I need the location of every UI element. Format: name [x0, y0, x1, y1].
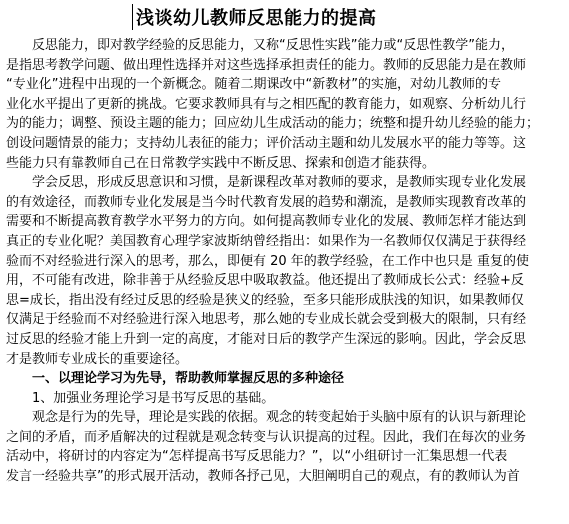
text-line: 是指思考教学问题、做出理性选择并对这些选择承担责任的能力。教师的反思能力是在教师: [6, 57, 527, 73]
section-heading: 一、以理论学习为先导，帮助教师掌握反思的多种途径: [32, 371, 345, 387]
text-line: 1、加强业务理论学习是书写反思的基础。: [32, 390, 275, 406]
text-line: 之间的矛盾，而矛盾解决的过程就是观念转变与认识提高的过程。因此，我们在每次的业务: [6, 429, 527, 445]
text-cursor: [132, 4, 133, 30]
document-title[interactable]: 浅谈幼儿教师反思能力的提高: [136, 8, 377, 29]
text-line: 发言一经验共享”的形式展开活动，教师各抒己见，大胆阐明自己的观点，有的教师认为首: [6, 469, 520, 485]
text-line: 观念是行为的先导，理论是实践的依据。观念的转变起始于头脑中原有的认识与新理论: [32, 410, 527, 426]
text-line: 些能力只有靠教师自己在日常教学实践中不断反思、探索和创造才能获得。: [6, 155, 436, 171]
text-line: 的有效途径，而教师专业化发展是当今时代教育发展的趋势和潮流，是教师实现教育改革的: [6, 194, 527, 210]
text-line: 用，不可能有改进，除非善于从经验反思中吸取教益。他还提出了教师成长公式：经验+反: [6, 273, 524, 289]
text-line: 过反思的经验才能上升到一定的高度，才能对日后的教学产生深远的影响。因此，学会反思: [6, 331, 527, 347]
text-line: 才是教师专业成长的重要途径。: [6, 351, 189, 367]
text-line: 仅满足于经验而不对经验进行深入地思考，那么她的专业成长就会受到极大的限制，只有经: [6, 312, 527, 328]
text-line: 为的能力；调整、预设主题的能力；回应幼儿生成活动的能力；统整和提升幼儿经验的能力；: [6, 116, 540, 132]
text-line: 需要和不断提高教育教学水平努力的方向。如何提高教师专业化的发展、教师怎样才能达到: [6, 214, 527, 230]
text-line: 业化水平提出了更新的挑战。它要求教师具有与之相匹配的教育能力，如观察、分析幼儿行: [6, 96, 527, 112]
text-line: 活动中，将研讨的内容定为“怎样提高书写反思能力？”，以“小组研讨一汇集思想一代表: [6, 449, 508, 465]
text-line: 思=成长，指出没有经过反思的经验是狭义的经验，至多只能形成肤浅的知识，如果教师仅: [6, 292, 524, 308]
text-line: 创设问题情景的能力；支持幼儿表征的能力；评价活动主题和幼儿发展水平的能力等等。这: [6, 135, 527, 151]
text-line: 学会反思，形成反思意识和习惯，是新课程改革对教师的要求，是教师实现专业化发展: [32, 175, 527, 191]
title-row: [132, 3, 377, 31]
text-line: 真正的专业化呢？美国教育心理学家波斯纳曾经指出：如果作为一名教师仅仅满足于获得经: [6, 233, 527, 249]
text-line: 验而不对经验进行深入的思考，那么，即便有 20 年的教学经验，在工作中也只是 重复的使: [6, 253, 529, 269]
text-line: “专业化”进程中出现的一个新概念。随着二期课改中“新教材”的实施，对幼儿教师的专: [6, 77, 501, 93]
text-line: 反思能力，即对教学经验的反思能力，又称“反思性实践”能力或“反思性教学”能力，: [32, 38, 514, 53]
document-body[interactable]: [6, 36, 563, 487]
